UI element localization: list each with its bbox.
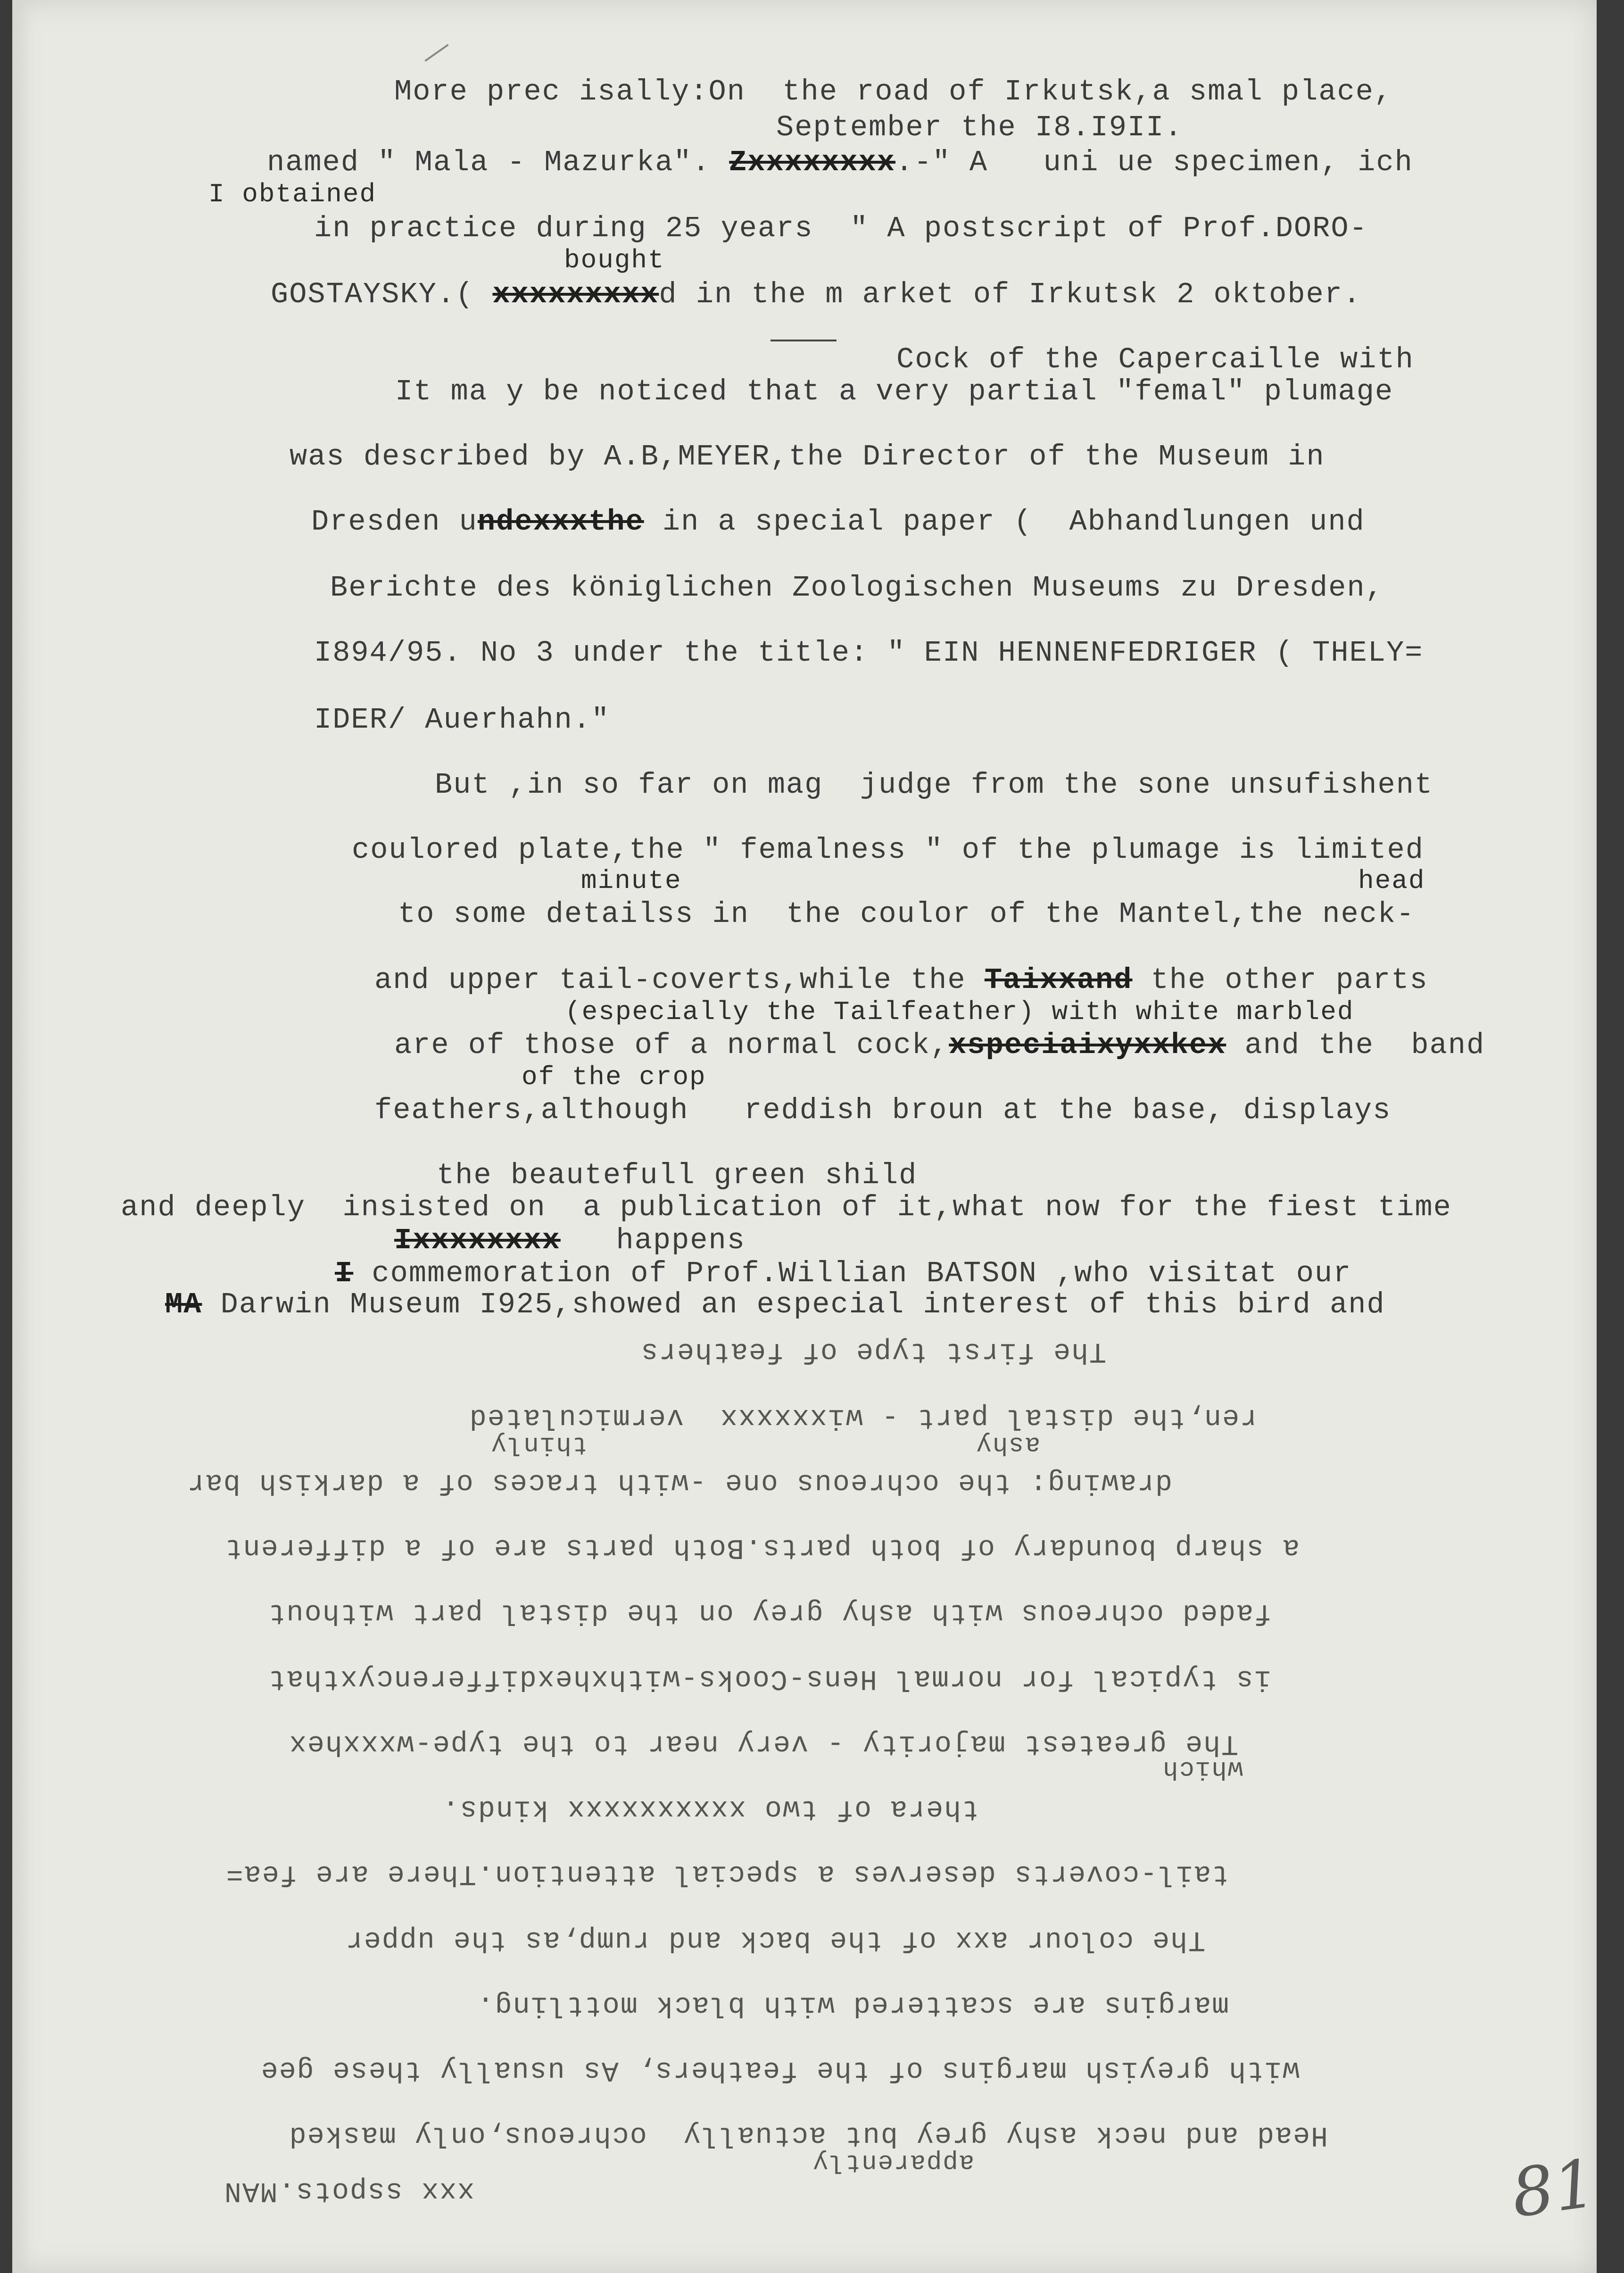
text-line: Dresden undexxxthe in a special paper ( Abhandlungen und — [311, 505, 1365, 539]
inverted-text-line: with greyish margins of the feathers, As usually these gee — [260, 2054, 1300, 2086]
struck-word: xspeciaixyxxkex — [949, 1029, 1226, 1062]
text-line: But ,in so far on mag judge from the sone unsufishent — [435, 768, 1433, 802]
text-line: and deeply insisted on a publication of it,what now for the fiest time — [121, 1191, 1452, 1224]
page-number: 81 — [1507, 2145, 1601, 2233]
inverted-text-insertion: thinly — [490, 1430, 588, 1459]
inverted-text-insertion: ashy — [975, 1430, 1040, 1459]
struck-word: Ixxxxxxxx — [394, 1224, 561, 1257]
text-line: Ixxxxxxxx happens — [394, 1224, 746, 1257]
text-line: I894/95. No 3 under the title: " EIN HENNENFEDRIGER ( THELY= — [314, 636, 1424, 670]
text-line: in practice during 25 years " A postscript of Prof.DORO- — [314, 212, 1368, 245]
text-line: and upper tail-coverts,while the Taixxand the other parts — [374, 963, 1428, 997]
text-insertion: of the crop — [522, 1062, 706, 1092]
text-line: feathers,although reddish broun at the base, displays — [374, 1094, 1392, 1127]
struck-word: Taixxand — [984, 963, 1133, 997]
text-insertion: minute — [581, 866, 682, 896]
struck-word: I — [335, 1257, 354, 1290]
text-line: MA Darwin Museum I925,showed an especial interest of this bird and — [165, 1288, 1385, 1321]
text-line: I commemoration of Prof.Willian BATSON ,who visitat our — [335, 1257, 1352, 1290]
text-line: September the I8.I9II. — [776, 111, 1183, 144]
text-line: the beautefull green shild — [437, 1159, 918, 1192]
inverted-text-line: The colour axx of the back and rump,as the upper — [345, 1924, 1205, 1956]
text-line: named " Mala - Mazurka". Zxxxxxxxx.-" A uni ue specimen, ich — [267, 146, 1413, 179]
text-line: to some detailss in the coulor of the Mantel,the neck- — [398, 897, 1415, 931]
inverted-text-line: tail-coverts deserves a special attention.There are fea= — [225, 1858, 1229, 1890]
text-line: IDER/ Auerhahn." — [314, 703, 610, 737]
text-insertion: I obtained — [208, 179, 377, 209]
inverted-text-line: a sharp boundary of both parts.Both parts are of a different — [224, 1531, 1300, 1563]
inverted-text-line: margins are scattered with black mottling. — [476, 1989, 1229, 2021]
inverted-text-line: drawing: the ochreous one -with traces of a darkish bar — [186, 1466, 1172, 1498]
text-line: was described by A.B,MEYER,the Director of the Museum in — [290, 440, 1325, 473]
struck-word: Zxxxxxxxx — [729, 146, 896, 179]
struck-word: xxxxxxxxx — [492, 278, 659, 311]
inverted-text-line: The greatest majority - very near to the type-wxxxhex — [288, 1727, 1238, 1759]
text-line: coulored plate,the " femalness " of the plumage is limited — [352, 833, 1424, 867]
inverted-text-line: ren,the distal part - wixxxxxx vermiculated — [468, 1401, 1257, 1433]
text-line: are of those of a normal cock,xspeciaixyxxkex and the band — [394, 1029, 1485, 1062]
text-line: More prec isally:On the road of Irkutsk,a smal place, — [394, 75, 1393, 108]
inverted-text-block — [12, 1311, 1597, 2207]
inverted-text-line: Head and neck ashy grey but actually ochreous,only masked — [288, 2119, 1328, 2151]
inverted-text-line: The first type of feathers — [640, 1335, 1106, 1367]
inverted-text-line: is typical for normal Hens-Cooks-withxhexdifferencyxthat — [267, 1662, 1271, 1694]
text-insertion: bought — [564, 245, 665, 275]
struck-word: ndexxxthe — [477, 505, 644, 539]
text-line: GOSTAYSKY.( xxxxxxxxxd in the m arket of Irkutsk 2 oktober. — [271, 278, 1362, 311]
text-insertion: head — [1358, 866, 1425, 896]
pen-flourish-mark — [424, 44, 448, 62]
underline-mark — [771, 340, 837, 341]
inverted-text-line: thera of two xxxxxxxxxx kinds. — [441, 1792, 979, 1825]
inverted-text-line: xxx sspots.MAN — [223, 2174, 474, 2207]
text-line: Berichte des königlichen Zoologischen Museums zu Dresden, — [330, 571, 1384, 605]
inverted-text-insertion: which — [1161, 1754, 1243, 1783]
text-insertion: (especially the Tailfeather) with white marbled — [565, 997, 1354, 1027]
inverted-text-insertion: apparently — [812, 2148, 974, 2176]
text-line: Cock of the Capercaille with — [896, 343, 1414, 376]
text-line: It ma y be noticed that a very partial "femal" plumage — [395, 375, 1394, 408]
struck-word: MA — [165, 1288, 202, 1321]
document-page — [12, 0, 1601, 2273]
inverted-text-line: faded ochreous with ashy grey on the distal part without — [267, 1596, 1271, 1628]
